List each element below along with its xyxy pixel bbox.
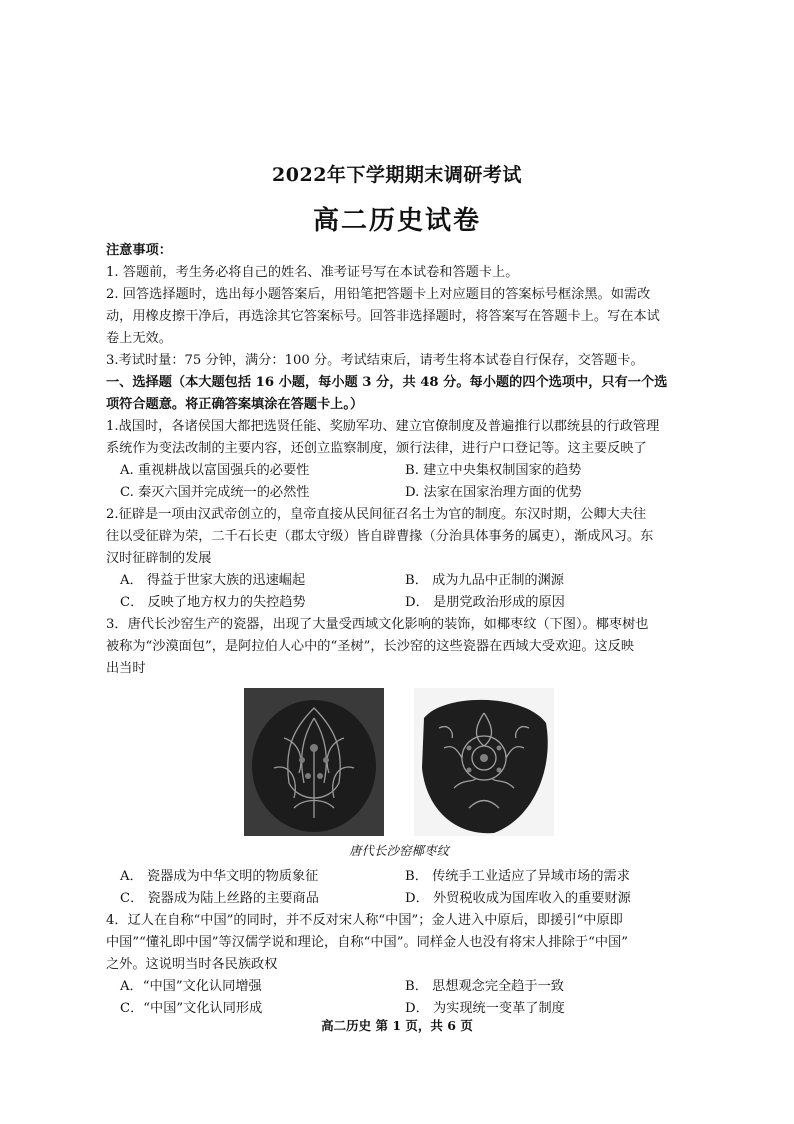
question-3-option-c: C． 瓷器成为陆上丝路的主要商品 <box>120 891 319 906</box>
section-1-heading-line-2: 项符合题意。将正确答案填涂在答题卡上。） <box>106 397 364 412</box>
question-2-options-row-1 <box>106 570 692 592</box>
question-4-option-c: C．“中国”文化认同形成 <box>120 1001 263 1016</box>
question-1-option-a: A. 重视耕战以富国强兵的必要性 <box>120 463 310 478</box>
question-2-stem-line-1: 2.征辟是一项由汉武帝创立的，皇帝直接从民间征召名士为官的制度。东汉时期，公卿大夫往 <box>106 507 647 522</box>
exam-subject-title: 高二历史试卷 <box>312 206 481 236</box>
porcelain-photo-left <box>244 688 384 836</box>
question-2-option-a: A． 得益于世家大族的迅速崛起 <box>120 573 306 588</box>
date-palm-pattern-figure <box>106 688 692 836</box>
question-1-stem-line-2: 系统作为变法改制的主要内容，还创立监察制度，颁行法律，进行户口登记等。这主要反映了 <box>106 441 647 456</box>
notice-item-1: 1. 答题前，考生务必将自己的姓名、准考证号写在本试卷和答题卡上。 <box>106 265 519 280</box>
question-3-stem-line-3: 出当时 <box>106 661 146 676</box>
question-4-stem-line-2: 中国”“懂礼即中国”等汉儒学说和理论，自称“中国”。同样金人也没有将宋人排除于“中国” <box>106 935 628 950</box>
question-3-stem-line-2: 被称为“沙漠面包”，是阿拉伯人心中的“圣树”，长沙窑的这些瓷器在西域大受欢迎。这反映 <box>106 639 635 654</box>
question-1-option-b: B. 建立中央集权制国家的趋势 <box>405 463 582 478</box>
question-3-stem-line-1: 3．唐代长沙窑生产的瓷器，出现了大量受西域文化影响的装饰，如椰枣纹（下图）。椰枣树也 <box>106 617 649 632</box>
question-2-stem-line-3: 汉时征辟制的发展 <box>106 551 212 566</box>
question-1-option-c: C. 秦灭六国并完成统一的必然性 <box>120 485 310 500</box>
question-4-option-a: A．“中国”文化认同增强 <box>120 979 262 994</box>
question-2-options-row-2 <box>106 592 692 614</box>
section-1-heading-line-1: 一、选择题（本大题包括 16 小题，每小题 3 分，共 48 分。每小题的四个选项中，只有一个选 <box>106 375 668 390</box>
question-4-option-d: D． 为实现统一变革了制度 <box>405 1001 565 1016</box>
question-3-option-d: D． 外贸税收成为国库收入的重要财源 <box>405 891 631 906</box>
exam-title: 2022年下学期期末调研考试 <box>272 164 522 186</box>
figure-caption: 唐代长沙窑椰枣纹 <box>348 843 449 858</box>
question-3-options-row-1 <box>106 866 692 888</box>
porcelain-photo-right <box>414 688 554 836</box>
question-2-option-c: C． 反映了地方权力的失控趋势 <box>120 595 306 610</box>
question-2-option-d: D． 是朋党政治形成的原因 <box>405 595 565 610</box>
question-2-stem-line-2: 往以受征辟为荣，二千石长吏（郡太守级）皆自辟曹掾（分治具体事务的属吏），渐成风习。东 <box>106 529 654 544</box>
page-footer: 高二历史 第 1 页，共 6 页 <box>321 1018 473 1033</box>
question-3-options-row-2 <box>106 888 692 910</box>
question-3-option-b: B． 传统手工业适应了异域市场的需求 <box>405 869 630 884</box>
question-1-option-d: D. 法家在国家治理方面的优势 <box>405 485 582 500</box>
notice-item-2-line-2: 动，用橡皮擦干净后，再选涂其它答案标号。回答非选择题时，将答案写在答题卡上。写在本试 <box>106 309 660 324</box>
exam-body <box>106 240 692 1020</box>
question-4-stem-line-3: 之外。这说明当时各民族政权 <box>106 957 278 972</box>
notice-item-3: 3.考试时量：75 分钟，满分：100 分。考试结束后，请考生将本试卷自行保存，交答题卡。 <box>106 353 644 368</box>
question-4-option-b: B． 思想观念完全趋于一致 <box>405 979 564 994</box>
notice-heading: 注意事项： <box>106 243 172 258</box>
question-1-stem-line-1: 1.战国时，各诸侯国大都把选贤任能、奖励军功、建立官僚制度及普遍推行以郡统县的行政管理 <box>106 419 660 434</box>
notice-item-2-line-3: 卷上无效。 <box>106 331 172 346</box>
question-2-option-b: B． 成为九品中正制的渊源 <box>405 573 564 588</box>
question-3-option-a: A． 瓷器成为中华文明的物质象征 <box>120 869 319 884</box>
question-4-options-row-1 <box>106 976 692 998</box>
question-4-stem-line-1: 4．辽人在自称“中国”的同时，并不反对宋人称“中国”；金人进入中原后，即援引“中原即 <box>106 913 623 928</box>
notice-item-2-line-1: 2. 回答选择题时，选出每小题答案后，用铅笔把答题卡上对应题目的答案标号框涂黑。如需改 <box>106 287 651 302</box>
question-1-options-row-1 <box>106 460 692 482</box>
question-1-options-row-2 <box>106 482 692 504</box>
